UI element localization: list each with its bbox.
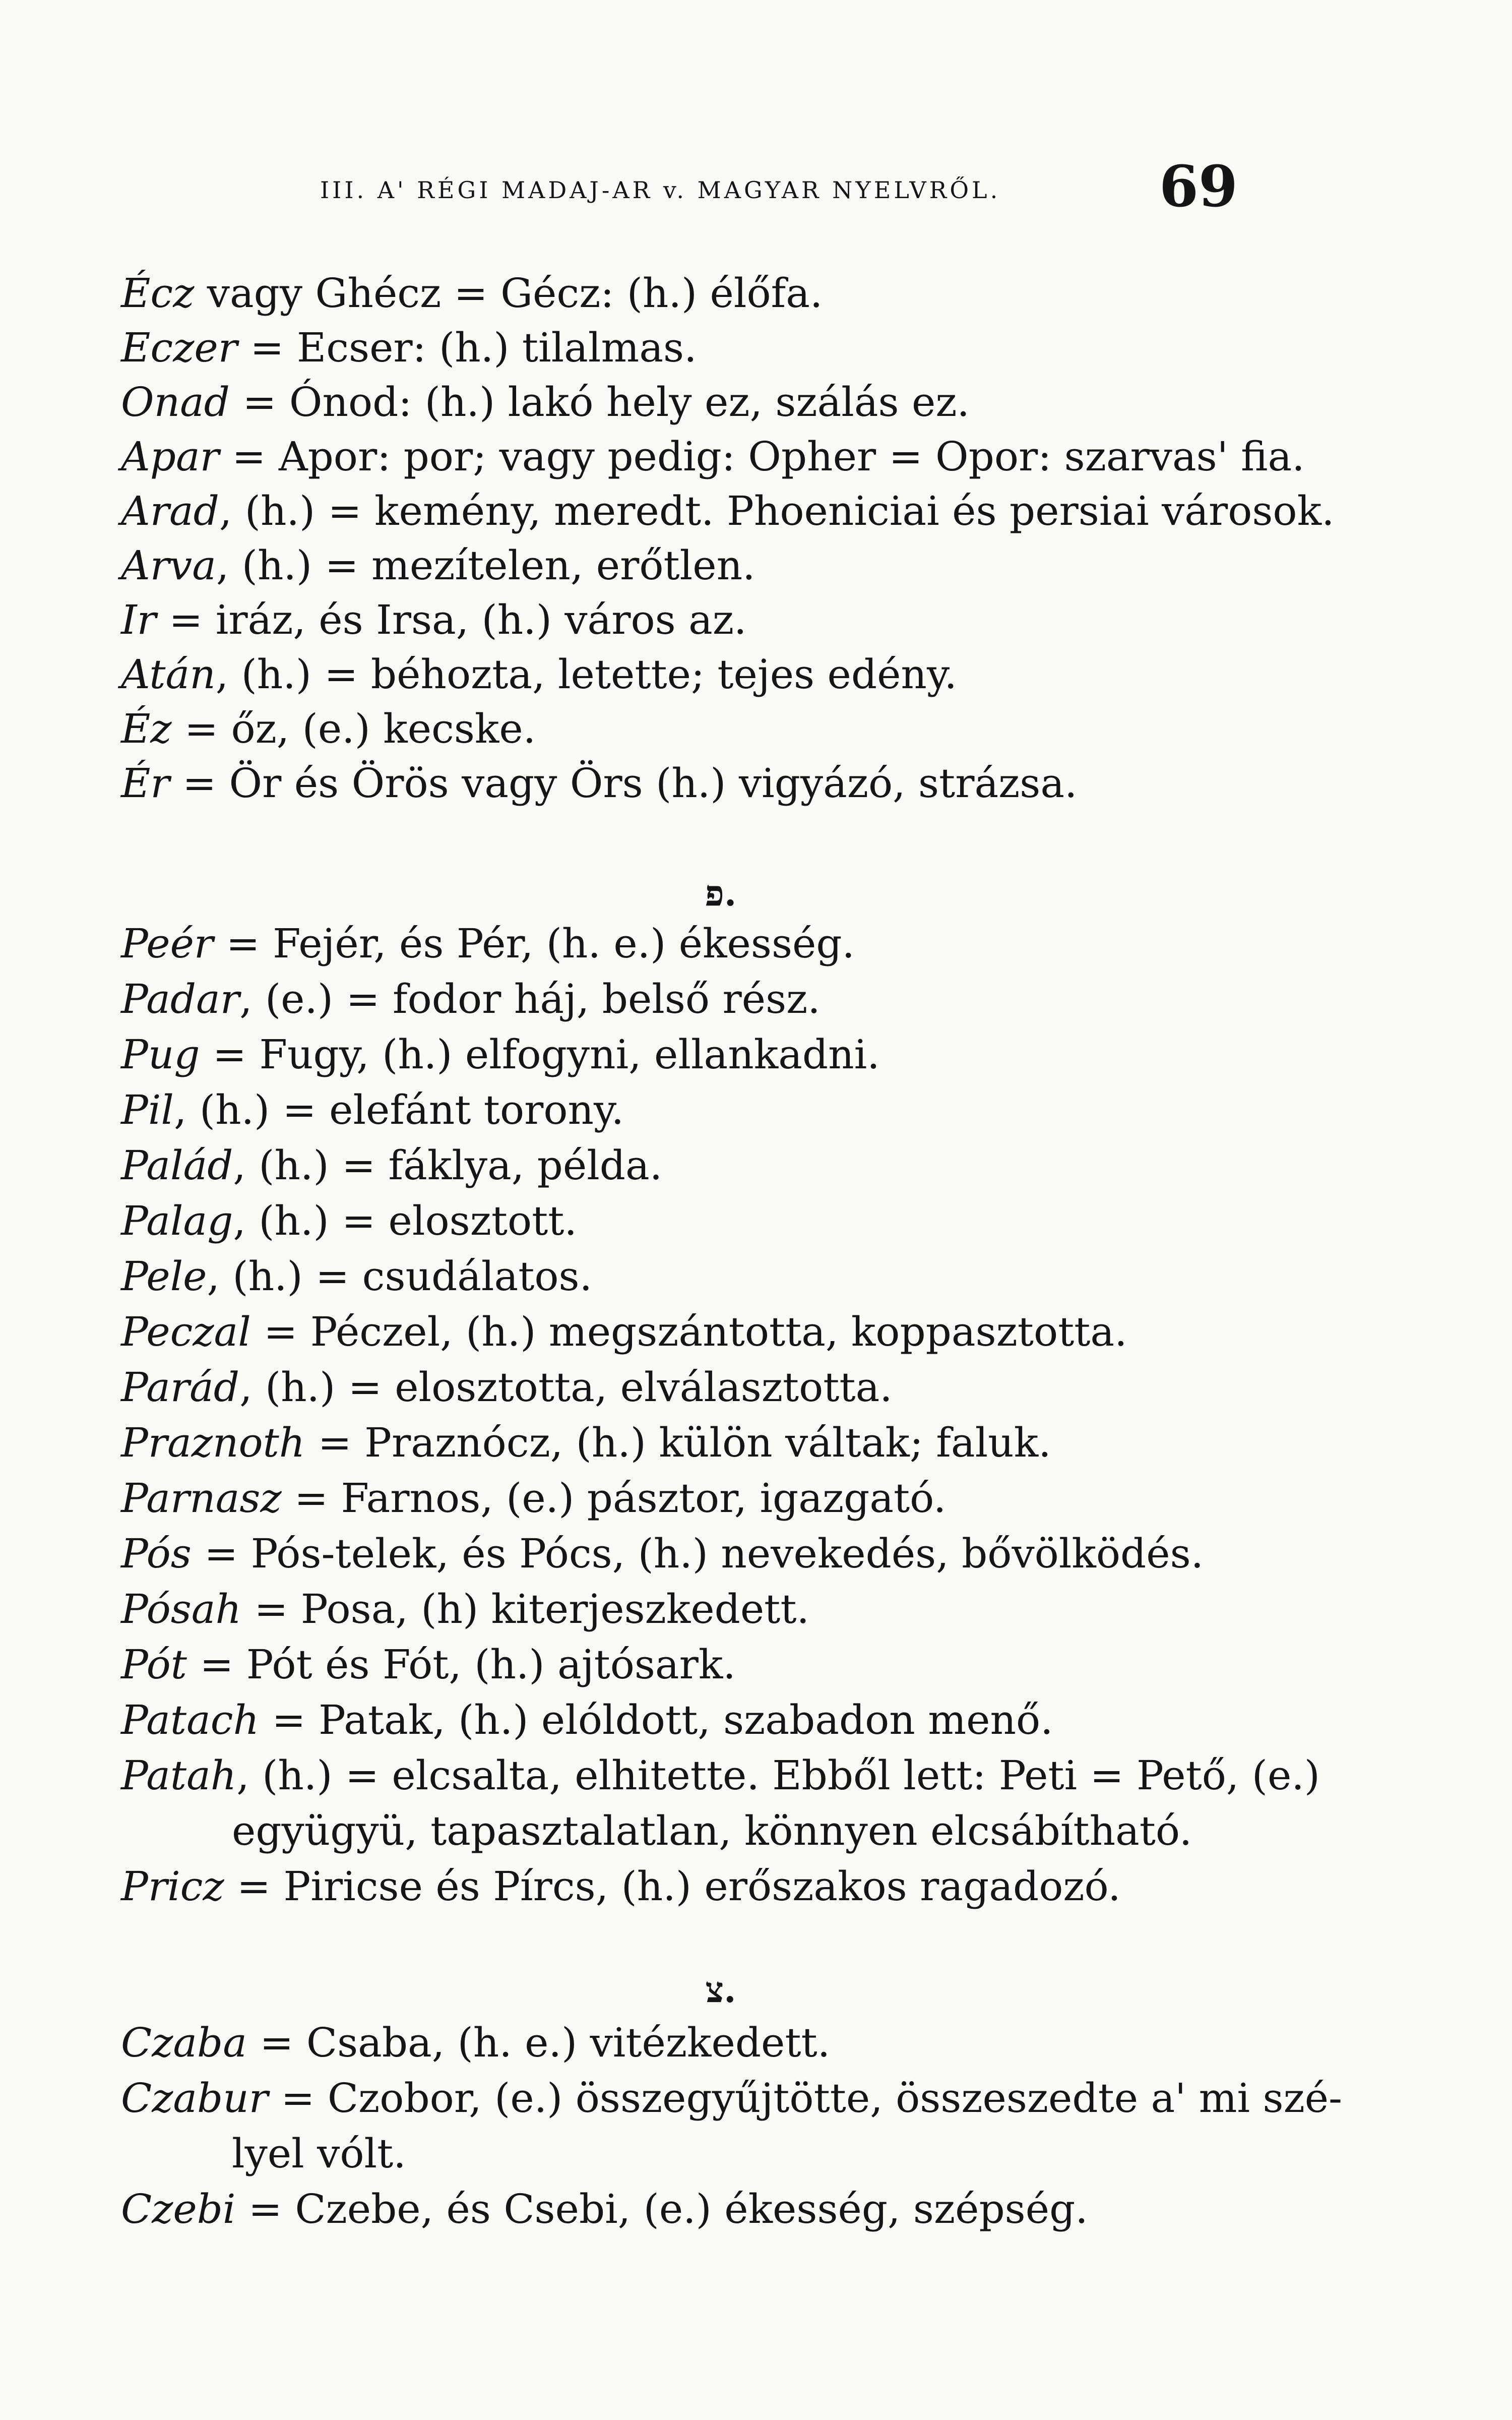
entry-text: = iráz, és Irsa, (h.) város az. bbox=[156, 596, 747, 643]
entry-line bbox=[121, 1308, 1452, 1355]
entry-headword: Arad bbox=[121, 488, 219, 534]
entry-headword: Czaba bbox=[121, 2019, 247, 2066]
entry-headword: Parád bbox=[121, 1364, 240, 1411]
entry-line bbox=[121, 978, 1452, 1020]
entry-line bbox=[121, 490, 1452, 532]
entry-headword: Palag bbox=[121, 1197, 233, 1244]
entry-text: = Posa, (h) kiterjeszkedett. bbox=[241, 1586, 809, 1632]
entry-line bbox=[121, 920, 1452, 967]
entry-line bbox=[121, 1530, 1452, 1577]
entry-headword: Peér bbox=[121, 920, 214, 967]
entry-line bbox=[121, 1419, 1452, 1466]
entry-line bbox=[121, 381, 1452, 424]
entry-headword: Peczal bbox=[121, 1308, 251, 1355]
entry-headword: Pug bbox=[121, 1031, 200, 1078]
entry-headword: Arva bbox=[121, 542, 216, 589]
entry-line bbox=[121, 1588, 1452, 1630]
entry-text: = Péczel, (h.) megszántotta, koppasztotta. bbox=[250, 1308, 1127, 1355]
entry-headword: Pót bbox=[121, 1641, 187, 1688]
entry-continuation-line bbox=[232, 1807, 1512, 1854]
page-header bbox=[192, 154, 1351, 229]
entry-text: = Czobor, (e.) összegyűjtötte, összeszedte a' mi szé- bbox=[268, 2075, 1343, 2122]
entry-text: = Piricse és Pírcs, (h.) erőszakos ragadozó. bbox=[224, 1863, 1121, 1910]
entry-text: = Apor: por; vagy pedig: Opher = Opor: szarvas' fia. bbox=[219, 433, 1305, 480]
entry-line bbox=[121, 596, 1452, 643]
entry-text: együgyü, tapasztalatlan, könnyen elcsábítható. bbox=[232, 1807, 1192, 1854]
entry-text: = Praznócz, (h.) külön váltak; faluk. bbox=[305, 1419, 1051, 1466]
entry-headword: Patah bbox=[121, 1752, 237, 1799]
entry-headword: Pele bbox=[121, 1253, 207, 1300]
entry-line bbox=[121, 1754, 1452, 1797]
entry-text: = Czebe, és Csebi, (e.) ékesség, szépség. bbox=[235, 2186, 1088, 2232]
entry-line bbox=[121, 653, 1452, 696]
entry-headword: Écz bbox=[121, 270, 195, 317]
entry-text: = Csaba, (h. e.) vitézkedett. bbox=[246, 2019, 831, 2066]
entry-text: = Ecser: (h.) tilalmas. bbox=[237, 324, 697, 371]
entry-line bbox=[121, 544, 1452, 587]
entry-text: , (e.) = fodor háj, belső rész. bbox=[239, 976, 821, 1022]
entry-text: , (h.) = mezítelen, erőtlen. bbox=[216, 542, 755, 589]
entry-line bbox=[121, 2077, 1452, 2120]
entry-headword: Parnasz bbox=[121, 1475, 282, 1522]
entry-text: , (h.) = kemény, meredt. Phoeniciai és persiai városok. bbox=[219, 488, 1335, 534]
entry-line bbox=[121, 1031, 1452, 1078]
entry-text: = Pót és Fót, (h.) ajtósark. bbox=[186, 1641, 736, 1688]
section-letter-pe: פ. bbox=[705, 872, 737, 914]
entry-line bbox=[121, 762, 1452, 805]
entry-line bbox=[121, 433, 1452, 480]
entry-text: = Ör és Örös vagy Örs (h.) vigyázó, strázsa. bbox=[169, 760, 1078, 807]
entry-text: , (h.) = fáklya, példa. bbox=[233, 1142, 663, 1189]
entry-text: vagy Ghécz = Gécz: (h.) élőfa. bbox=[194, 270, 823, 317]
entry-text: lyel vólt. bbox=[232, 2130, 406, 2177]
entry-line bbox=[121, 2019, 1452, 2066]
entry-text: , (h.) = elefánt torony. bbox=[174, 1086, 624, 1133]
entry-text: , (h.) = béhozta, letette; tejes edény. bbox=[215, 651, 957, 698]
entry-line bbox=[121, 1366, 1452, 1409]
entry-headword: Éz bbox=[121, 705, 172, 752]
entry-text: , (h.) = elcsalta, elhitette. Ebből lett: Peti = Pető, (e.) bbox=[236, 1752, 1320, 1799]
entry-line bbox=[121, 324, 1452, 371]
entry-line bbox=[121, 1144, 1452, 1187]
section-letter-tsade: צ. bbox=[705, 1969, 736, 2011]
page-number: 69 bbox=[1159, 154, 1238, 220]
entry-line bbox=[121, 1197, 1452, 1244]
entry-headword: Eczer bbox=[121, 324, 237, 371]
entry-headword: Atán bbox=[121, 651, 216, 698]
entry-text: , (h.) = elosztotta, elválasztotta. bbox=[239, 1364, 893, 1411]
entry-line bbox=[121, 1477, 1452, 1520]
entry-headword: Czabur bbox=[121, 2075, 269, 2122]
entry-text: = Pós-telek, és Pócs, (h.) nevekedés, bővölködés. bbox=[191, 1530, 1204, 1577]
entry-headword: Czebi bbox=[121, 2186, 236, 2232]
entry-headword: Pós bbox=[121, 1530, 192, 1577]
entry-headword: Praznoth bbox=[121, 1419, 305, 1466]
entry-line bbox=[121, 1255, 1452, 1298]
entry-line bbox=[121, 1641, 1452, 1688]
entry-headword: Patach bbox=[121, 1697, 260, 1743]
entry-headword: Ér bbox=[121, 760, 170, 807]
entry-text: = őz, (e.) kecske. bbox=[171, 705, 536, 752]
entry-text: , (h.) = elosztott. bbox=[233, 1197, 577, 1244]
entry-headword: Pósah bbox=[121, 1586, 242, 1632]
entry-text: = Fugy, (h.) elfogyni, ellankadni. bbox=[200, 1031, 880, 1078]
entry-headword: Pricz bbox=[121, 1863, 224, 1910]
entry-text: = Farnos, (e.) pásztor, igazgató. bbox=[281, 1475, 947, 1522]
entry-text: , (h.) = csudálatos. bbox=[207, 1253, 593, 1300]
entry-headword: Apar bbox=[121, 433, 219, 480]
running-head: III. A' RÉGI MADAJ-AR v. MAGYAR NYELVRŐL. bbox=[320, 176, 1001, 204]
entry-headword: Onad bbox=[121, 379, 230, 426]
entry-line bbox=[121, 1086, 1452, 1133]
entry-text: = Patak, (h.) elóldott, szabadon menő. bbox=[259, 1697, 1053, 1743]
entry-line bbox=[121, 1865, 1452, 1908]
entry-continuation-line bbox=[232, 2130, 1512, 2177]
entry-headword: Padar bbox=[121, 976, 240, 1022]
entry-headword: Palád bbox=[121, 1142, 233, 1189]
entry-text: = Ónod: (h.) lakó hely ez, szálás ez. bbox=[230, 379, 970, 426]
entry-headword: Ir bbox=[121, 596, 156, 643]
entry-line bbox=[121, 272, 1452, 315]
entry-text: = Fejér, és Pér, (h. e.) ékesség. bbox=[213, 920, 855, 967]
entry-line bbox=[121, 2188, 1452, 2230]
entry-line bbox=[121, 705, 1452, 752]
entry-line bbox=[121, 1699, 1452, 1741]
entry-headword: Pil bbox=[121, 1086, 174, 1133]
